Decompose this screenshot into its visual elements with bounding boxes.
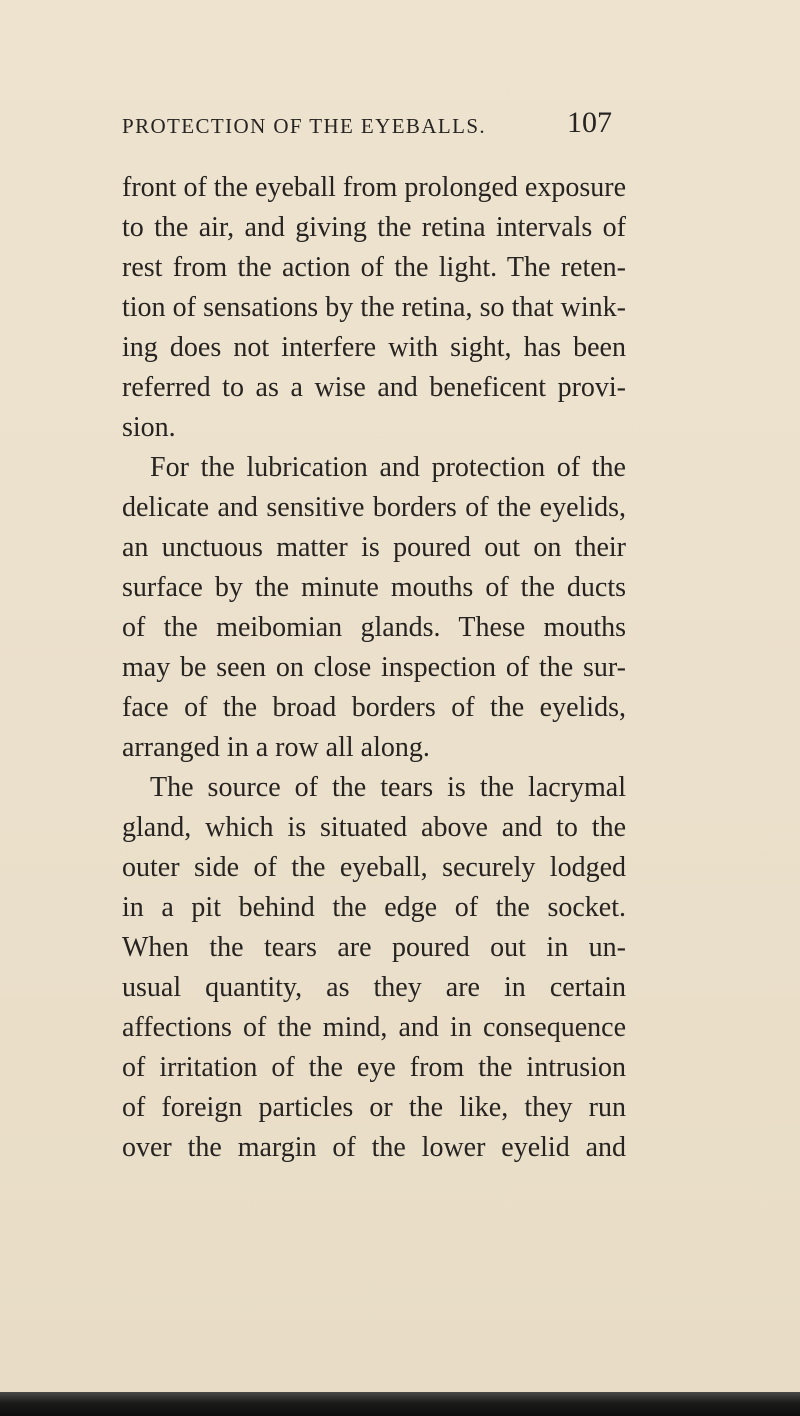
page-number: 107 bbox=[567, 106, 612, 139]
text-line: arranged in a row all along. bbox=[122, 732, 430, 763]
text-line: outer side of the eyeball, securely lodged bbox=[122, 852, 626, 883]
text-line: ing does not interfere with sight, has been bbox=[122, 332, 626, 363]
text-line: surface by the minute mouths of the ducts bbox=[122, 572, 626, 603]
text-line: an unctuous matter is poured out on their bbox=[122, 532, 626, 563]
scan-edge-shadow bbox=[0, 1392, 800, 1416]
text-line: The source of the tears is the lacrymal bbox=[150, 772, 626, 803]
text-line: affections of the mind, and in consequence bbox=[122, 1012, 626, 1043]
text-line: delicate and sensitive borders of the eyelids, bbox=[122, 492, 626, 523]
running-head: PROTECTION OF THE EYEBALLS. bbox=[122, 114, 487, 138]
text-line: sion. bbox=[122, 412, 176, 443]
text-line: When the tears are poured out in un- bbox=[122, 932, 626, 963]
text-line: of foreign particles or the like, they run bbox=[122, 1092, 626, 1123]
text-line: For the lubrication and protection of the bbox=[150, 452, 626, 483]
text-line: over the margin of the lower eyelid and bbox=[122, 1132, 626, 1163]
text-line: rest from the action of the light. The reten- bbox=[122, 252, 626, 283]
text-line: usual quantity, as they are in certain bbox=[122, 972, 626, 1003]
text-line: front of the eyeball from prolonged exposure bbox=[122, 172, 626, 203]
text-line: in a pit behind the edge of the socket. bbox=[122, 892, 626, 923]
text-line: of the meibomian glands. These mouths bbox=[122, 612, 626, 643]
text-line: of irritation of the eye from the intrusion bbox=[122, 1052, 626, 1083]
text-line: gland, which is situated above and to the bbox=[122, 812, 626, 843]
text-line: face of the broad borders of the eyelids, bbox=[122, 692, 626, 723]
page-header bbox=[122, 108, 632, 148]
text-line: may be seen on close inspection of the sur- bbox=[122, 652, 626, 683]
text-line: tion of sensations by the retina, so that wink- bbox=[122, 292, 626, 323]
text-line: to the air, and giving the retina intervals of bbox=[122, 212, 626, 243]
text-line: referred to as a wise and beneficent provi- bbox=[122, 372, 626, 403]
